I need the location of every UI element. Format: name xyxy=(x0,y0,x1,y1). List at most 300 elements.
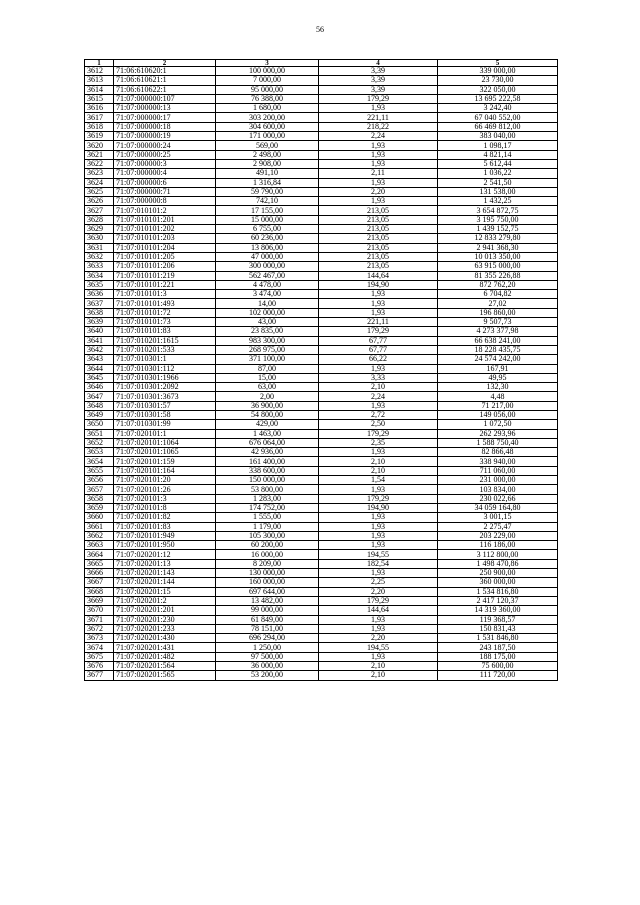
column-header-2: 2 xyxy=(114,60,216,67)
table-row xyxy=(85,141,558,150)
rate-cell: 213,05 xyxy=(319,225,438,234)
rate-cell: 1,93 xyxy=(319,178,438,187)
rate-cell: 3,39 xyxy=(319,85,438,94)
row-number-cell: 3641 xyxy=(85,336,114,345)
table-row xyxy=(85,271,558,280)
table-row xyxy=(85,169,558,178)
column-header-1: 1 xyxy=(85,60,114,67)
value-cell: 3 195 750,00 xyxy=(438,215,558,224)
rate-cell: 213,05 xyxy=(319,262,438,271)
value-cell: 12 833 279,80 xyxy=(438,234,558,243)
cadastral-number-cell: 71:07:020201:431 xyxy=(114,643,216,652)
area-cell: 36 000,00 xyxy=(216,662,319,671)
cadastral-number-cell: 71:07:000000:3 xyxy=(114,159,216,168)
table-row xyxy=(85,671,558,680)
value-cell: 13 695 222,58 xyxy=(438,94,558,103)
value-cell: 4 821,14 xyxy=(438,150,558,159)
area-cell: 42 936,00 xyxy=(216,448,319,457)
value-cell: 119 368,57 xyxy=(438,615,558,624)
row-number-cell: 3675 xyxy=(85,652,114,661)
cadastral-number-cell: 71:07:020201:564 xyxy=(114,662,216,671)
table-row xyxy=(85,67,558,76)
area-cell: 100 000,00 xyxy=(216,67,319,76)
row-number-cell: 3647 xyxy=(85,392,114,401)
value-cell: 27,02 xyxy=(438,299,558,308)
value-cell: 2 417 120,37 xyxy=(438,596,558,605)
column-header-5: 5 xyxy=(438,60,558,67)
area-cell: 60 200,00 xyxy=(216,541,319,550)
rate-cell: 2,10 xyxy=(319,457,438,466)
cadastral-number-cell: 71:07:020101:949 xyxy=(114,531,216,540)
area-cell: 429,00 xyxy=(216,420,319,429)
area-cell: 371 100,00 xyxy=(216,355,319,364)
area-cell: 59 790,00 xyxy=(216,187,319,196)
value-cell: 1 534 816,80 xyxy=(438,587,558,596)
table-row xyxy=(85,104,558,113)
value-cell: 383 040,00 xyxy=(438,132,558,141)
table-row xyxy=(85,150,558,159)
area-cell: 47 000,00 xyxy=(216,252,319,261)
row-number-cell: 3635 xyxy=(85,280,114,289)
cadastral-number-cell: 71:07:000000:18 xyxy=(114,122,216,131)
area-cell: 1 316,84 xyxy=(216,178,319,187)
value-cell: 188 175,00 xyxy=(438,652,558,661)
value-cell: 231 000,00 xyxy=(438,476,558,485)
column-header-4: 4 xyxy=(319,60,438,67)
area-cell: 15 000,00 xyxy=(216,215,319,224)
table-row xyxy=(85,364,558,373)
rate-cell: 1,93 xyxy=(319,150,438,159)
table-row xyxy=(85,206,558,215)
value-cell: 1 498 470,86 xyxy=(438,559,558,568)
value-cell: 10 013 350,00 xyxy=(438,252,558,261)
page-number: 56 xyxy=(316,25,324,34)
value-cell: 1 036,22 xyxy=(438,169,558,178)
value-cell: 196 860,00 xyxy=(438,308,558,317)
row-number-cell: 3674 xyxy=(85,643,114,652)
rate-cell: 213,05 xyxy=(319,243,438,252)
cadastral-number-cell: 71:07:010101:203 xyxy=(114,234,216,243)
area-cell: 36 900,00 xyxy=(216,401,319,410)
cadastral-number-cell: 71:07:020101:950 xyxy=(114,541,216,550)
value-cell: 149 056,00 xyxy=(438,410,558,419)
value-cell: 711 060,00 xyxy=(438,466,558,475)
cadastral-number-cell: 71:06:610622:1 xyxy=(114,85,216,94)
value-cell: 3 242,40 xyxy=(438,104,558,113)
rate-cell: 1,93 xyxy=(319,569,438,578)
rate-cell: 213,05 xyxy=(319,234,438,243)
table-row xyxy=(85,652,558,661)
row-number-cell: 3614 xyxy=(85,85,114,94)
cadastral-number-cell: 71:07:010101:3 xyxy=(114,290,216,299)
table-row xyxy=(85,662,558,671)
table-row xyxy=(85,383,558,392)
table-row xyxy=(85,522,558,531)
area-cell: 53 200,00 xyxy=(216,671,319,680)
area-cell: 76 388,00 xyxy=(216,94,319,103)
cadastral-number-cell: 71:07:020101:83 xyxy=(114,522,216,531)
cadastral-number-cell: 71:07:010301:3673 xyxy=(114,392,216,401)
table-row xyxy=(85,531,558,540)
row-number-cell: 3634 xyxy=(85,271,114,280)
rate-cell: 194,90 xyxy=(319,280,438,289)
rate-cell: 2,20 xyxy=(319,587,438,596)
row-number-cell: 3644 xyxy=(85,364,114,373)
cadastral-number-cell: 71:07:000000:71 xyxy=(114,187,216,196)
cadastral-number-cell: 71:07:020101:3 xyxy=(114,494,216,503)
area-cell: 696 294,00 xyxy=(216,634,319,643)
area-cell: 983 300,00 xyxy=(216,336,319,345)
cadastral-number-cell: 71:07:010301:2092 xyxy=(114,383,216,392)
table-row xyxy=(85,420,558,429)
cadastral-number-cell: 71:07:020101:8 xyxy=(114,503,216,512)
cadastral-number-cell: 71:07:000000:19 xyxy=(114,132,216,141)
table-row xyxy=(85,485,558,494)
table-row xyxy=(85,624,558,633)
row-number-cell: 3616 xyxy=(85,104,114,113)
header-row xyxy=(85,60,558,67)
value-cell: 243 187,50 xyxy=(438,643,558,652)
table-row xyxy=(85,476,558,485)
rate-cell: 213,05 xyxy=(319,252,438,261)
table-row xyxy=(85,336,558,345)
row-number-cell: 3619 xyxy=(85,132,114,141)
area-cell: 16 000,00 xyxy=(216,550,319,559)
area-cell: 13 482,00 xyxy=(216,596,319,605)
value-cell: 3 112 800,00 xyxy=(438,550,558,559)
area-cell: 562 467,00 xyxy=(216,271,319,280)
table-row xyxy=(85,410,558,419)
cadastral-number-cell: 71:07:010301:112 xyxy=(114,364,216,373)
value-cell: 63 915 000,00 xyxy=(438,262,558,271)
value-cell: 34 059 164,80 xyxy=(438,503,558,512)
row-number-cell: 3625 xyxy=(85,187,114,196)
table-row xyxy=(85,587,558,596)
value-cell: 4 273 377,98 xyxy=(438,327,558,336)
value-cell: 4,48 xyxy=(438,392,558,401)
rate-cell: 179,29 xyxy=(319,494,438,503)
table-row xyxy=(85,225,558,234)
area-cell: 1 283,00 xyxy=(216,494,319,503)
table-row xyxy=(85,76,558,85)
cadastral-number-cell: 71:07:020201:233 xyxy=(114,624,216,633)
rate-cell: 2,20 xyxy=(319,187,438,196)
cadastral-number-cell: 71:07:010101:202 xyxy=(114,225,216,234)
area-cell: 8 209,00 xyxy=(216,559,319,568)
rate-cell: 182,54 xyxy=(319,559,438,568)
row-number-cell: 3630 xyxy=(85,234,114,243)
cadastral-number-cell: 71:07:010301:1966 xyxy=(114,373,216,382)
area-cell: 53 800,00 xyxy=(216,485,319,494)
row-number-cell: 3637 xyxy=(85,299,114,308)
table-row xyxy=(85,308,558,317)
area-cell: 15,00 xyxy=(216,373,319,382)
row-number-cell: 3621 xyxy=(85,150,114,159)
table-row xyxy=(85,318,558,327)
cadastral-number-cell: 71:07:020201:143 xyxy=(114,569,216,578)
value-cell: 81 355 226,88 xyxy=(438,271,558,280)
row-number-cell: 3677 xyxy=(85,671,114,680)
cadastral-number-cell: 71:07:000000:17 xyxy=(114,113,216,122)
cadastral-number-cell: 71:07:010101:2 xyxy=(114,206,216,215)
value-cell: 75 600,00 xyxy=(438,662,558,671)
value-cell: 338 940,00 xyxy=(438,457,558,466)
rate-cell: 1,93 xyxy=(319,290,438,299)
value-cell: 1 588 750,40 xyxy=(438,438,558,447)
area-cell: 97 500,00 xyxy=(216,652,319,661)
rate-cell: 1,54 xyxy=(319,476,438,485)
table-row xyxy=(85,457,558,466)
cadastral-number-cell: 71:07:010101:72 xyxy=(114,308,216,317)
table-row xyxy=(85,494,558,503)
value-cell: 3 654 872,75 xyxy=(438,206,558,215)
rate-cell: 2,50 xyxy=(319,420,438,429)
value-cell: 82 866,48 xyxy=(438,448,558,457)
row-number-cell: 3642 xyxy=(85,345,114,354)
cadastral-number-cell: 71:07:020201:144 xyxy=(114,578,216,587)
row-number-cell: 3643 xyxy=(85,355,114,364)
rate-cell: 2,25 xyxy=(319,578,438,587)
rate-cell: 1,93 xyxy=(319,513,438,522)
value-cell: 116 186,00 xyxy=(438,541,558,550)
area-cell: 23 835,00 xyxy=(216,327,319,336)
cadastral-number-cell: 71:07:020101:82 xyxy=(114,513,216,522)
row-number-cell: 3651 xyxy=(85,429,114,438)
rate-cell: 67,77 xyxy=(319,345,438,354)
table-row xyxy=(85,466,558,475)
table-row xyxy=(85,122,558,131)
table-row xyxy=(85,596,558,605)
row-number-cell: 3638 xyxy=(85,308,114,317)
value-cell: 1 531 846,80 xyxy=(438,634,558,643)
area-cell: 43,00 xyxy=(216,318,319,327)
cadastral-number-cell: 71:07:020101:159 xyxy=(114,457,216,466)
value-cell: 150 831,43 xyxy=(438,624,558,633)
cadastral-number-cell: 71:07:020201:13 xyxy=(114,559,216,568)
rate-cell: 2,10 xyxy=(319,383,438,392)
area-cell: 3 474,00 xyxy=(216,290,319,299)
area-cell: 742,10 xyxy=(216,197,319,206)
value-cell: 132,30 xyxy=(438,383,558,392)
area-cell: 2 908,00 xyxy=(216,159,319,168)
area-cell: 13 806,00 xyxy=(216,243,319,252)
table-row xyxy=(85,615,558,624)
rate-cell: 2,72 xyxy=(319,410,438,419)
value-cell: 66 638 241,00 xyxy=(438,336,558,345)
rate-cell: 67,77 xyxy=(319,336,438,345)
cadastral-number-cell: 71:07:010101:204 xyxy=(114,243,216,252)
table-row xyxy=(85,290,558,299)
value-cell: 1 432,25 xyxy=(438,197,558,206)
table-row xyxy=(85,345,558,354)
row-number-cell: 3661 xyxy=(85,522,114,531)
row-number-cell: 3672 xyxy=(85,624,114,633)
table-row xyxy=(85,280,558,289)
row-number-cell: 3652 xyxy=(85,438,114,447)
area-cell: 130 000,00 xyxy=(216,569,319,578)
value-cell: 1 072,50 xyxy=(438,420,558,429)
table-row xyxy=(85,606,558,615)
cadastral-number-cell: 71:07:020101:1064 xyxy=(114,438,216,447)
cadastral-number-cell: 71:07:010101:206 xyxy=(114,262,216,271)
rate-cell: 1,93 xyxy=(319,652,438,661)
value-cell: 66 469 812,00 xyxy=(438,122,558,131)
area-cell: 150 000,00 xyxy=(216,476,319,485)
value-cell: 230 022,66 xyxy=(438,494,558,503)
rate-cell: 179,29 xyxy=(319,596,438,605)
row-number-cell: 3667 xyxy=(85,578,114,587)
cadastral-number-cell: 71:07:020201:2 xyxy=(114,596,216,605)
rate-cell: 1,93 xyxy=(319,531,438,540)
row-number-cell: 3660 xyxy=(85,513,114,522)
cadastral-number-cell: 71:07:020101:164 xyxy=(114,466,216,475)
area-cell: 54 800,00 xyxy=(216,410,319,419)
rate-cell: 221,11 xyxy=(319,113,438,122)
cadastral-number-cell: 71:07:020201:15 xyxy=(114,587,216,596)
row-number-cell: 3673 xyxy=(85,634,114,643)
table-row xyxy=(85,234,558,243)
rate-cell: 144,64 xyxy=(319,606,438,615)
rate-cell: 1,93 xyxy=(319,364,438,373)
value-cell: 18 228 435,75 xyxy=(438,345,558,354)
row-number-cell: 3664 xyxy=(85,550,114,559)
rate-cell: 66,22 xyxy=(319,355,438,364)
cadastral-number-cell: 71:07:000000:107 xyxy=(114,94,216,103)
row-number-cell: 3669 xyxy=(85,596,114,605)
row-number-cell: 3623 xyxy=(85,169,114,178)
cadastral-number-cell: 71:07:020101:26 xyxy=(114,485,216,494)
rate-cell: 1,93 xyxy=(319,159,438,168)
table-row xyxy=(85,634,558,643)
cadastral-number-cell: 71:07:010101:493 xyxy=(114,299,216,308)
rate-cell: 2,10 xyxy=(319,466,438,475)
area-cell: 4 478,00 xyxy=(216,280,319,289)
value-cell: 203 229,00 xyxy=(438,531,558,540)
cadastral-number-cell: 71:06:610620:1 xyxy=(114,67,216,76)
rate-cell: 2,10 xyxy=(319,671,438,680)
rate-cell: 3,39 xyxy=(319,67,438,76)
area-cell: 78 151,00 xyxy=(216,624,319,633)
table-row xyxy=(85,559,558,568)
row-number-cell: 3632 xyxy=(85,252,114,261)
area-cell: 569,00 xyxy=(216,141,319,150)
row-number-cell: 3648 xyxy=(85,401,114,410)
cadastral-number-cell: 71:07:000000:25 xyxy=(114,150,216,159)
rate-cell: 3,39 xyxy=(319,76,438,85)
row-number-cell: 3650 xyxy=(85,420,114,429)
rate-cell: 213,05 xyxy=(319,215,438,224)
value-cell: 111 720,00 xyxy=(438,671,558,680)
area-cell: 171 000,00 xyxy=(216,132,319,141)
table-row xyxy=(85,178,558,187)
table-body xyxy=(85,67,558,681)
value-cell: 262 293,96 xyxy=(438,429,558,438)
row-number-cell: 3671 xyxy=(85,615,114,624)
value-cell: 5 612,44 xyxy=(438,159,558,168)
rate-cell: 144,64 xyxy=(319,271,438,280)
rate-cell: 213,05 xyxy=(319,206,438,215)
row-number-cell: 3636 xyxy=(85,290,114,299)
row-number-cell: 3624 xyxy=(85,178,114,187)
rate-cell: 1,93 xyxy=(319,624,438,633)
area-cell: 161 400,00 xyxy=(216,457,319,466)
area-cell: 105 300,00 xyxy=(216,531,319,540)
rate-cell: 1,93 xyxy=(319,299,438,308)
area-cell: 6 755,00 xyxy=(216,225,319,234)
table-row xyxy=(85,252,558,261)
area-cell: 61 849,00 xyxy=(216,615,319,624)
table-row xyxy=(85,643,558,652)
cadastral-number-cell: 71:07:000000:4 xyxy=(114,169,216,178)
value-cell: 3 001,15 xyxy=(438,513,558,522)
cadastral-number-cell: 71:07:000000:24 xyxy=(114,141,216,150)
area-cell: 491,10 xyxy=(216,169,319,178)
table-row xyxy=(85,578,558,587)
area-cell: 174 752,00 xyxy=(216,503,319,512)
cadastral-number-cell: 71:07:010101:73 xyxy=(114,318,216,327)
area-cell: 95 000,00 xyxy=(216,85,319,94)
value-cell: 2 275,47 xyxy=(438,522,558,531)
rate-cell: 194,90 xyxy=(319,503,438,512)
row-number-cell: 3631 xyxy=(85,243,114,252)
row-number-cell: 3646 xyxy=(85,383,114,392)
row-number-cell: 3618 xyxy=(85,122,114,131)
value-cell: 23 730,00 xyxy=(438,76,558,85)
rate-cell: 2,24 xyxy=(319,132,438,141)
area-cell: 676 064,00 xyxy=(216,438,319,447)
rate-cell: 1,93 xyxy=(319,485,438,494)
value-cell: 322 050,00 xyxy=(438,85,558,94)
cadastral-value-table xyxy=(84,59,558,681)
cadastral-number-cell: 71:07:010301:1 xyxy=(114,355,216,364)
rate-cell: 1,93 xyxy=(319,104,438,113)
table-row xyxy=(85,373,558,382)
cadastral-number-cell: 71:07:020201:565 xyxy=(114,671,216,680)
rate-cell: 1,93 xyxy=(319,308,438,317)
value-cell: 167,91 xyxy=(438,364,558,373)
value-cell: 6 704,82 xyxy=(438,290,558,299)
rate-cell: 2,20 xyxy=(319,634,438,643)
table-row xyxy=(85,215,558,224)
value-cell: 71 217,00 xyxy=(438,401,558,410)
value-cell: 14 319 360,00 xyxy=(438,606,558,615)
area-cell: 303 200,00 xyxy=(216,113,319,122)
rate-cell: 1,93 xyxy=(319,197,438,206)
row-number-cell: 3668 xyxy=(85,587,114,596)
table-row xyxy=(85,94,558,103)
table-row xyxy=(85,429,558,438)
row-number-cell: 3626 xyxy=(85,197,114,206)
rate-cell: 221,11 xyxy=(319,318,438,327)
cadastral-number-cell: 71:07:020201:230 xyxy=(114,615,216,624)
row-number-cell: 3620 xyxy=(85,141,114,150)
column-header-3: 3 xyxy=(216,60,319,67)
cadastral-number-cell: 71:07:010101:201 xyxy=(114,215,216,224)
value-cell: 872 762,20 xyxy=(438,280,558,289)
rate-cell: 2,10 xyxy=(319,662,438,671)
value-cell: 103 834,00 xyxy=(438,485,558,494)
rate-cell: 1,93 xyxy=(319,141,438,150)
row-number-cell: 3655 xyxy=(85,466,114,475)
area-cell: 7 000,00 xyxy=(216,76,319,85)
table-row xyxy=(85,401,558,410)
row-number-cell: 3670 xyxy=(85,606,114,615)
value-cell: 67 040 552,00 xyxy=(438,113,558,122)
row-number-cell: 3658 xyxy=(85,494,114,503)
cadastral-number-cell: 71:07:020101:20 xyxy=(114,476,216,485)
rate-cell: 3,33 xyxy=(319,373,438,382)
area-cell: 338 600,00 xyxy=(216,466,319,475)
